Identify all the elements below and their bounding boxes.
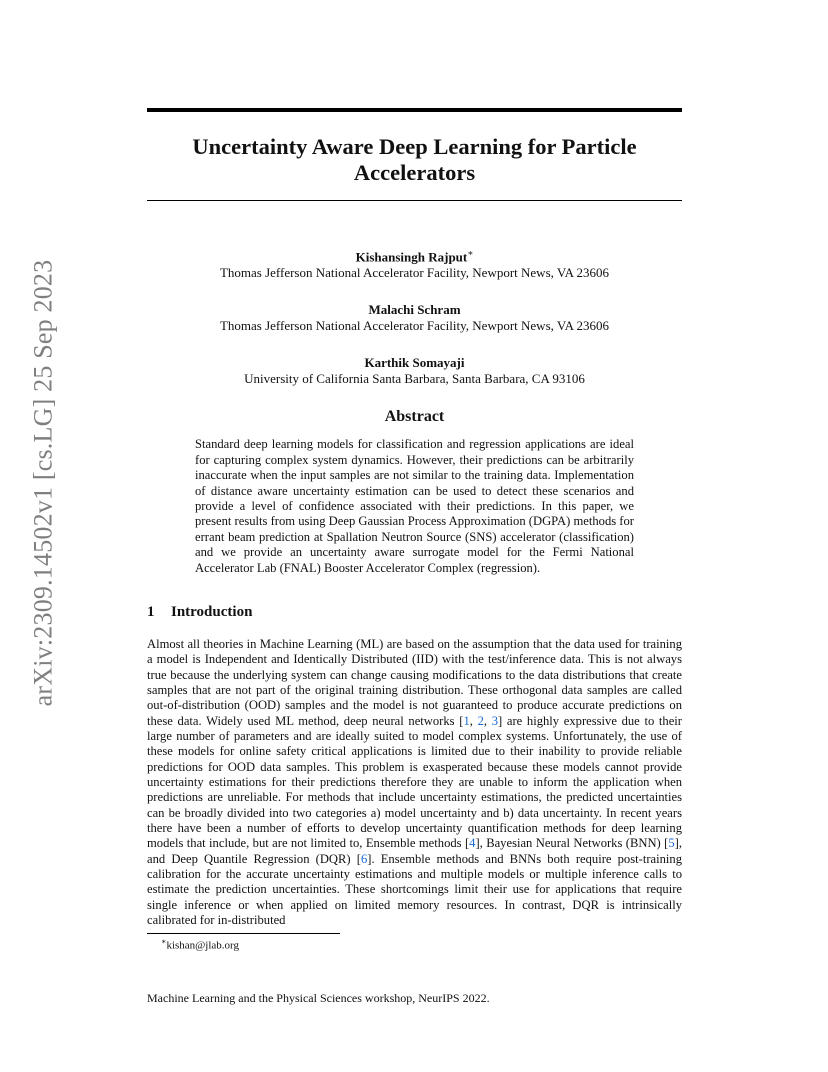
citation-link[interactable]: 3 <box>491 713 498 728</box>
author-block <box>147 245 682 281</box>
section-heading <box>147 604 682 621</box>
footnote-rule <box>147 933 340 934</box>
arxiv-identifier-text: arXiv:2309.14502v1 [cs.LG] 25 Sep 2023 <box>28 259 57 706</box>
author-footnote-mark: ∗ <box>467 248 474 258</box>
author-list <box>147 245 682 387</box>
title-bottom-rule <box>147 200 682 201</box>
abstract-text: Standard deep learning models for classification and regression applications are ideal for capturing complex system dynamics. However, their predictions can be arbitrarily inaccurate when the input samples are not similar to the training data. Implementation of distance aware uncertainty estimation can be used to detect these scenarios and provide a level of confidence associated with their predictions. In this paper, we present results from using Deep Gaussian Process Approximation (DGPA) methods for errant beam prediction at Spallation Neutron Source (SNS) accelerator (classification) and we provide an uncertainty aware surrogate model for the Fermi National Accelerator Lab (FNAL) Booster Accelerator Complex (regression). <box>195 437 634 575</box>
paper-page <box>147 108 682 951</box>
author-name: Malachi Schram <box>368 302 461 318</box>
author-block <box>147 302 682 334</box>
citation-link[interactable]: 6 <box>360 851 368 866</box>
author-name: Kishansingh Rajput∗ <box>355 248 474 265</box>
section-number: 1 <box>147 603 155 620</box>
arxiv-identifier-stamp <box>28 259 58 706</box>
footnote <box>161 937 682 952</box>
abstract-heading: Abstract <box>384 408 445 426</box>
citation-link[interactable]: 4 <box>469 836 476 851</box>
citation-link[interactable]: 1 <box>463 713 470 728</box>
citation-link[interactable]: 5 <box>668 836 675 851</box>
author-block <box>147 355 682 387</box>
footnote-email: kishan@jlab.org <box>166 939 239 952</box>
title-top-rule <box>147 108 682 112</box>
citation-link[interactable]: 2 <box>477 713 484 728</box>
footnote-mark: ∗ <box>161 936 167 946</box>
introduction-paragraph: Almost all theories in Machine Learning (ML) are based on the assumption that the data used for training a model is Independent and Identically Distributed (IID) with the test/inference data. This is not always true because the underlying system can change causing modifications to the data distributions that create samples that are not part of the original training distribution. These orthogonal data samples are called out-of-distribution (OOD) samples and the model is not guaranteed to produce accurate predictions on these data. Widely used ML method, deep neural networks [1, 2, 3] are highly expressive due to their large number of parameters and are ideally suited to model complex systems. Unfortunately, the use of these models for online safety critical applications is limited due to their inability to provide reliable predictions for OOD data samples. This problem is exasperated because these models cannot provide uncertainty estimations for their predictions therefore they are unable to inform the application when predictions are unreliable. For methods that include uncertainty estimations, the predicted uncertainties can be broadly divided into two categories a) model uncertainty and b) data uncertainty. In recent years there have been a number of efforts to develop uncertainty quantification methods for deep learning models that include, but are not limited to, Ensemble methods [4], Bayesian Neural Networks (BNN) [5], and Deep Quantile Regression (DQR) [6]. Ensemble methods and BNNs both require post-training calibration for the accurate uncertainty estimations and multiple models or multiple inference calls to estimate the prediction uncertainties. These shortcomings limit their use for applications that require single inference or when applied on limited memory resources. In contrast, DQR is intrinsically calibrated for in-distributed <box>147 636 682 928</box>
section-title: Introduction <box>171 603 253 620</box>
venue-footer: Machine Learning and the Physical Sciences workshop, NeurIPS 2022. <box>147 991 490 1005</box>
author-name: Karthik Somayaji <box>364 355 465 371</box>
paper-title: Uncertainty Aware Deep Learning for Particle Accelerators <box>192 134 637 185</box>
author-affiliation: Thomas Jefferson National Accelerator Facility, Newport News, VA 23606 <box>219 318 610 334</box>
author-affiliation: University of California Santa Barbara, Santa Barbara, CA 93106 <box>244 371 585 387</box>
author-affiliation: Thomas Jefferson National Accelerator Facility, Newport News, VA 23606 <box>219 265 610 281</box>
